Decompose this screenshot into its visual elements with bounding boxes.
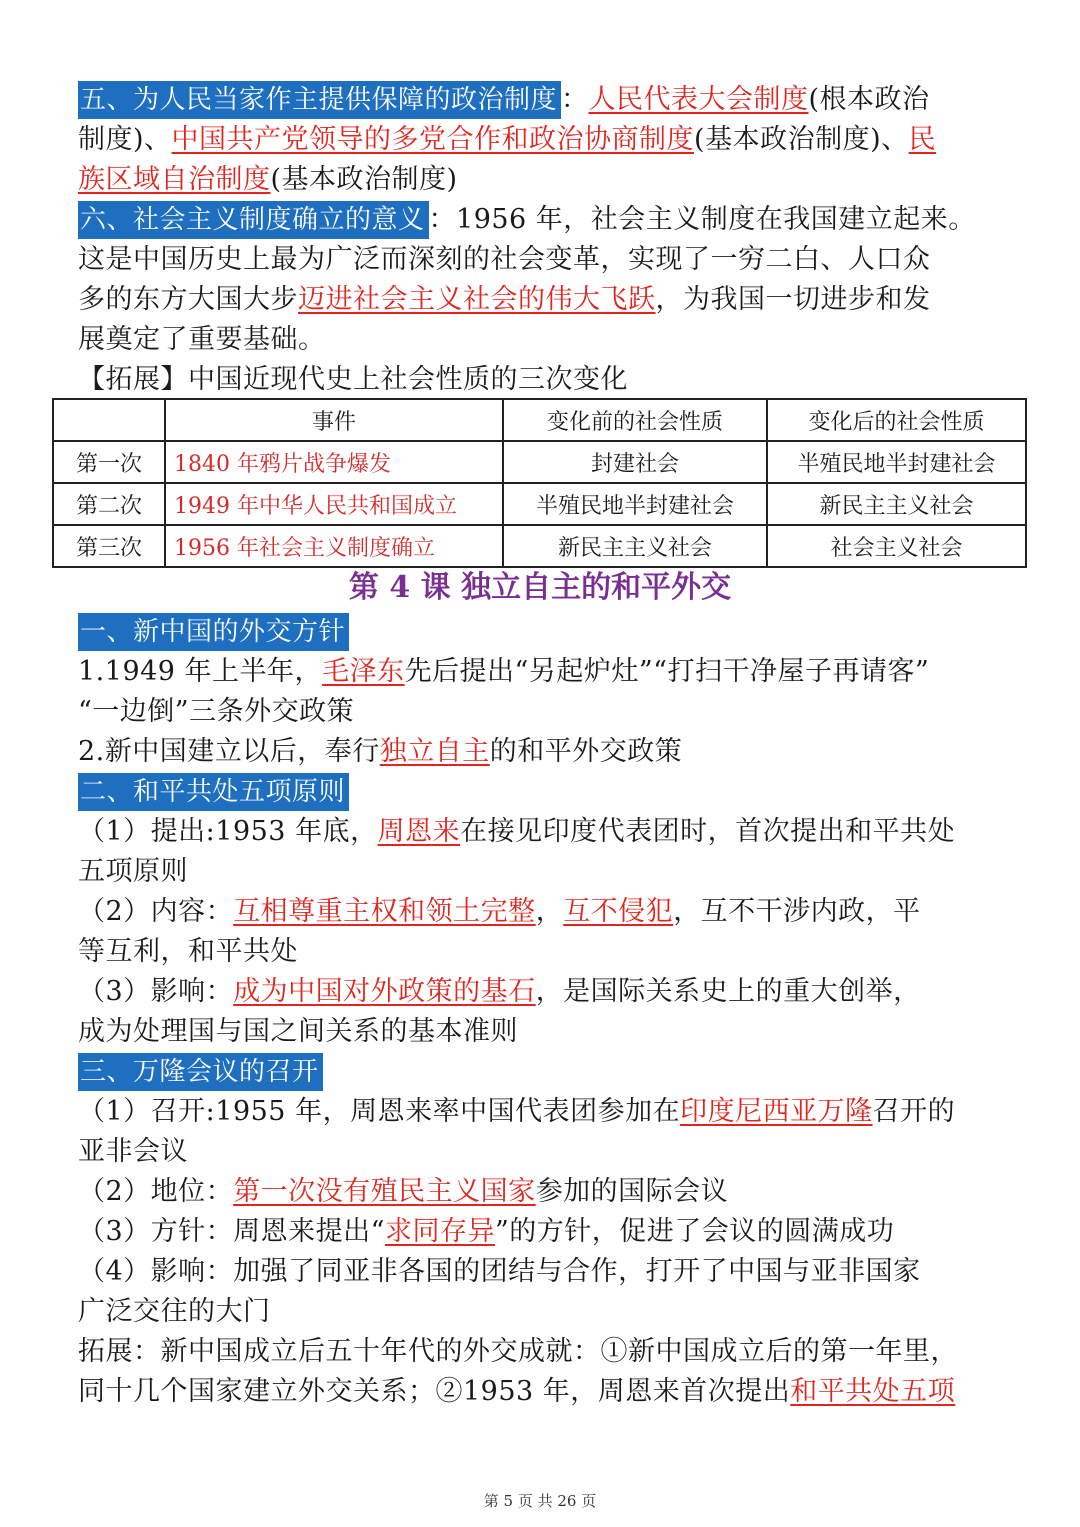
s1-p1-cont: “一边倒”三条外交政策 bbox=[78, 696, 355, 727]
table-header-cell bbox=[53, 399, 165, 441]
keyword: 成为中国对外政策的基石 bbox=[233, 976, 536, 1007]
table-header-cell: 事件 bbox=[165, 399, 503, 441]
sec6-line-3: 多的东方大国大步迈进社会主义社会的伟大飞跃，为我国一切进步和发 bbox=[78, 284, 931, 315]
society-change-table bbox=[52, 398, 1027, 568]
s2-p3-cont: 成为处理国与国之间关系的基本准则 bbox=[78, 1016, 518, 1047]
sec6-heading: 六、社会主义制度确立的意义 bbox=[78, 201, 429, 239]
keyword: 周恩来 bbox=[377, 816, 461, 847]
document-body bbox=[78, 80, 1008, 400]
s2-p3: （3）影响：成为中国对外政策的基石，是国际关系史上的重大创举， bbox=[78, 976, 921, 1007]
keyword: 人民代表大会制度 bbox=[588, 84, 809, 115]
table-header-cell: 变化后的社会性质 bbox=[767, 399, 1026, 441]
table-row bbox=[53, 441, 1026, 483]
lesson-body bbox=[78, 612, 1008, 1412]
after-cell: 社会主义社会 bbox=[767, 525, 1026, 567]
s2-p2-cont: 等互利，和平共处 bbox=[78, 936, 298, 967]
expand-title: 【拓展】中国近现代史上社会性质的三次变化 bbox=[78, 364, 628, 395]
s3-p1: （1）召开:1955 年，周恩来率中国代表团参加在印度尼西亚万隆召开的 bbox=[78, 1096, 956, 1127]
event-cell: 1956 年社会主义制度确立 bbox=[165, 525, 503, 567]
s1-p2: 2.新中国建立以后，奉行独立自主的和平外交政策 bbox=[78, 736, 683, 767]
s3-p4: （4）影响：加强了同亚非各国的团结与合作，打开了中国与亚非国家 bbox=[78, 1256, 921, 1287]
keyword: 民 bbox=[908, 124, 937, 155]
event-cell: 1949 年中华人民共和国成立 bbox=[165, 483, 503, 525]
s3-p4-cont: 广泛交往的大门 bbox=[78, 1296, 271, 1327]
sec5-line-1: 五、为人民当家作主提供保障的政治制度 ：人民代表大会制度(根本政治 bbox=[78, 80, 1008, 120]
before-cell: 半殖民地半封建社会 bbox=[503, 483, 767, 525]
lesson-title: 第 4 课 独立自主的和平外交 bbox=[348, 570, 732, 605]
keyword: 求同存异 bbox=[384, 1216, 495, 1247]
row-label: 第三次 bbox=[53, 525, 165, 567]
sec5-line-3: 族区域自治制度(基本政治制度) bbox=[78, 164, 458, 195]
keyword: 和平共处五项 bbox=[790, 1376, 956, 1407]
sec5-heading: 五、为人民当家作主提供保障的政治制度 bbox=[78, 81, 561, 119]
s2-p2: （2）内容：互相尊重主权和领土完整，互不侵犯，互不干涉内政，平 bbox=[78, 896, 921, 927]
sec6-line-1: 六、社会主义制度确立的意义 ：1956 年，社会主义制度在我国建立起来。 bbox=[78, 200, 1008, 240]
after-cell: 新民主主义社会 bbox=[767, 483, 1026, 525]
table-row bbox=[53, 525, 1026, 567]
keyword: 第一次没有殖民主义国家 bbox=[233, 1176, 536, 1207]
before-cell: 封建社会 bbox=[503, 441, 767, 483]
keyword: 互不侵犯 bbox=[563, 896, 674, 927]
keyword: 迈进社会主义社会的伟大飞跃 bbox=[298, 284, 656, 315]
s1-p1: 1.1949 年上半年，毛泽东先后提出“另起炉灶”“打扫干净屋子再请客” bbox=[78, 656, 930, 687]
row-label: 第一次 bbox=[53, 441, 165, 483]
sec5-line-2: 制度)、中国共产党领导的多党合作和政治协商制度(基本政治制度)、民 bbox=[78, 124, 937, 155]
keyword: 族区域自治制度 bbox=[78, 164, 271, 195]
s2-p1-cont: 五项原则 bbox=[78, 856, 188, 887]
s3-p2: （2）地位：第一次没有殖民主义国家参加的国际会议 bbox=[78, 1176, 729, 1207]
event-cell: 1840 年鸦片战争爆发 bbox=[165, 441, 503, 483]
after-cell: 半殖民地半封建社会 bbox=[767, 441, 1026, 483]
s1-heading: 一、新中国的外交方针 bbox=[78, 613, 349, 651]
sec6-line-2: 这是中国历史上最为广泛而深刻的社会变革，实现了一穷二白、人口众 bbox=[78, 244, 931, 275]
keyword: 独立自主 bbox=[379, 736, 490, 767]
page-footer: 第 5 页 共 26 页 bbox=[483, 1492, 597, 1510]
table-header-cell: 变化前的社会性质 bbox=[503, 399, 767, 441]
keyword: 印度尼西亚万隆 bbox=[680, 1096, 873, 1127]
sec6-line-4: 展奠定了重要基础。 bbox=[78, 324, 326, 355]
keyword: 毛泽东 bbox=[322, 656, 405, 687]
s2-heading: 二、和平共处五项原则 bbox=[78, 773, 349, 811]
keyword: 互相尊重主权和领土完整 bbox=[233, 896, 536, 927]
s3-p1-cont: 亚非会议 bbox=[78, 1136, 188, 1167]
table-row bbox=[53, 483, 1026, 525]
s3-expand-2: 同十几个国家建立外交关系；②1953 年，周恩来首次提出和平共处五项 bbox=[78, 1376, 956, 1407]
table-header-row bbox=[53, 399, 1026, 441]
s3-heading: 三、万隆会议的召开 bbox=[78, 1053, 323, 1091]
s3-expand-1: 拓展：新中国成立后五十年代的外交成就：①新中国成立后的第一年里， bbox=[78, 1336, 958, 1367]
keyword: 中国共产党领导的多党合作和政治协商制度 bbox=[171, 124, 695, 155]
before-cell: 新民主主义社会 bbox=[503, 525, 767, 567]
row-label: 第二次 bbox=[53, 483, 165, 525]
s2-p1: （1）提出:1953 年底，周恩来在接见印度代表团时，首次提出和平共处 bbox=[78, 816, 956, 847]
s3-p3: （3）方针：周恩来提出“求同存异”的方针，促进了会议的圆满成功 bbox=[78, 1216, 895, 1247]
